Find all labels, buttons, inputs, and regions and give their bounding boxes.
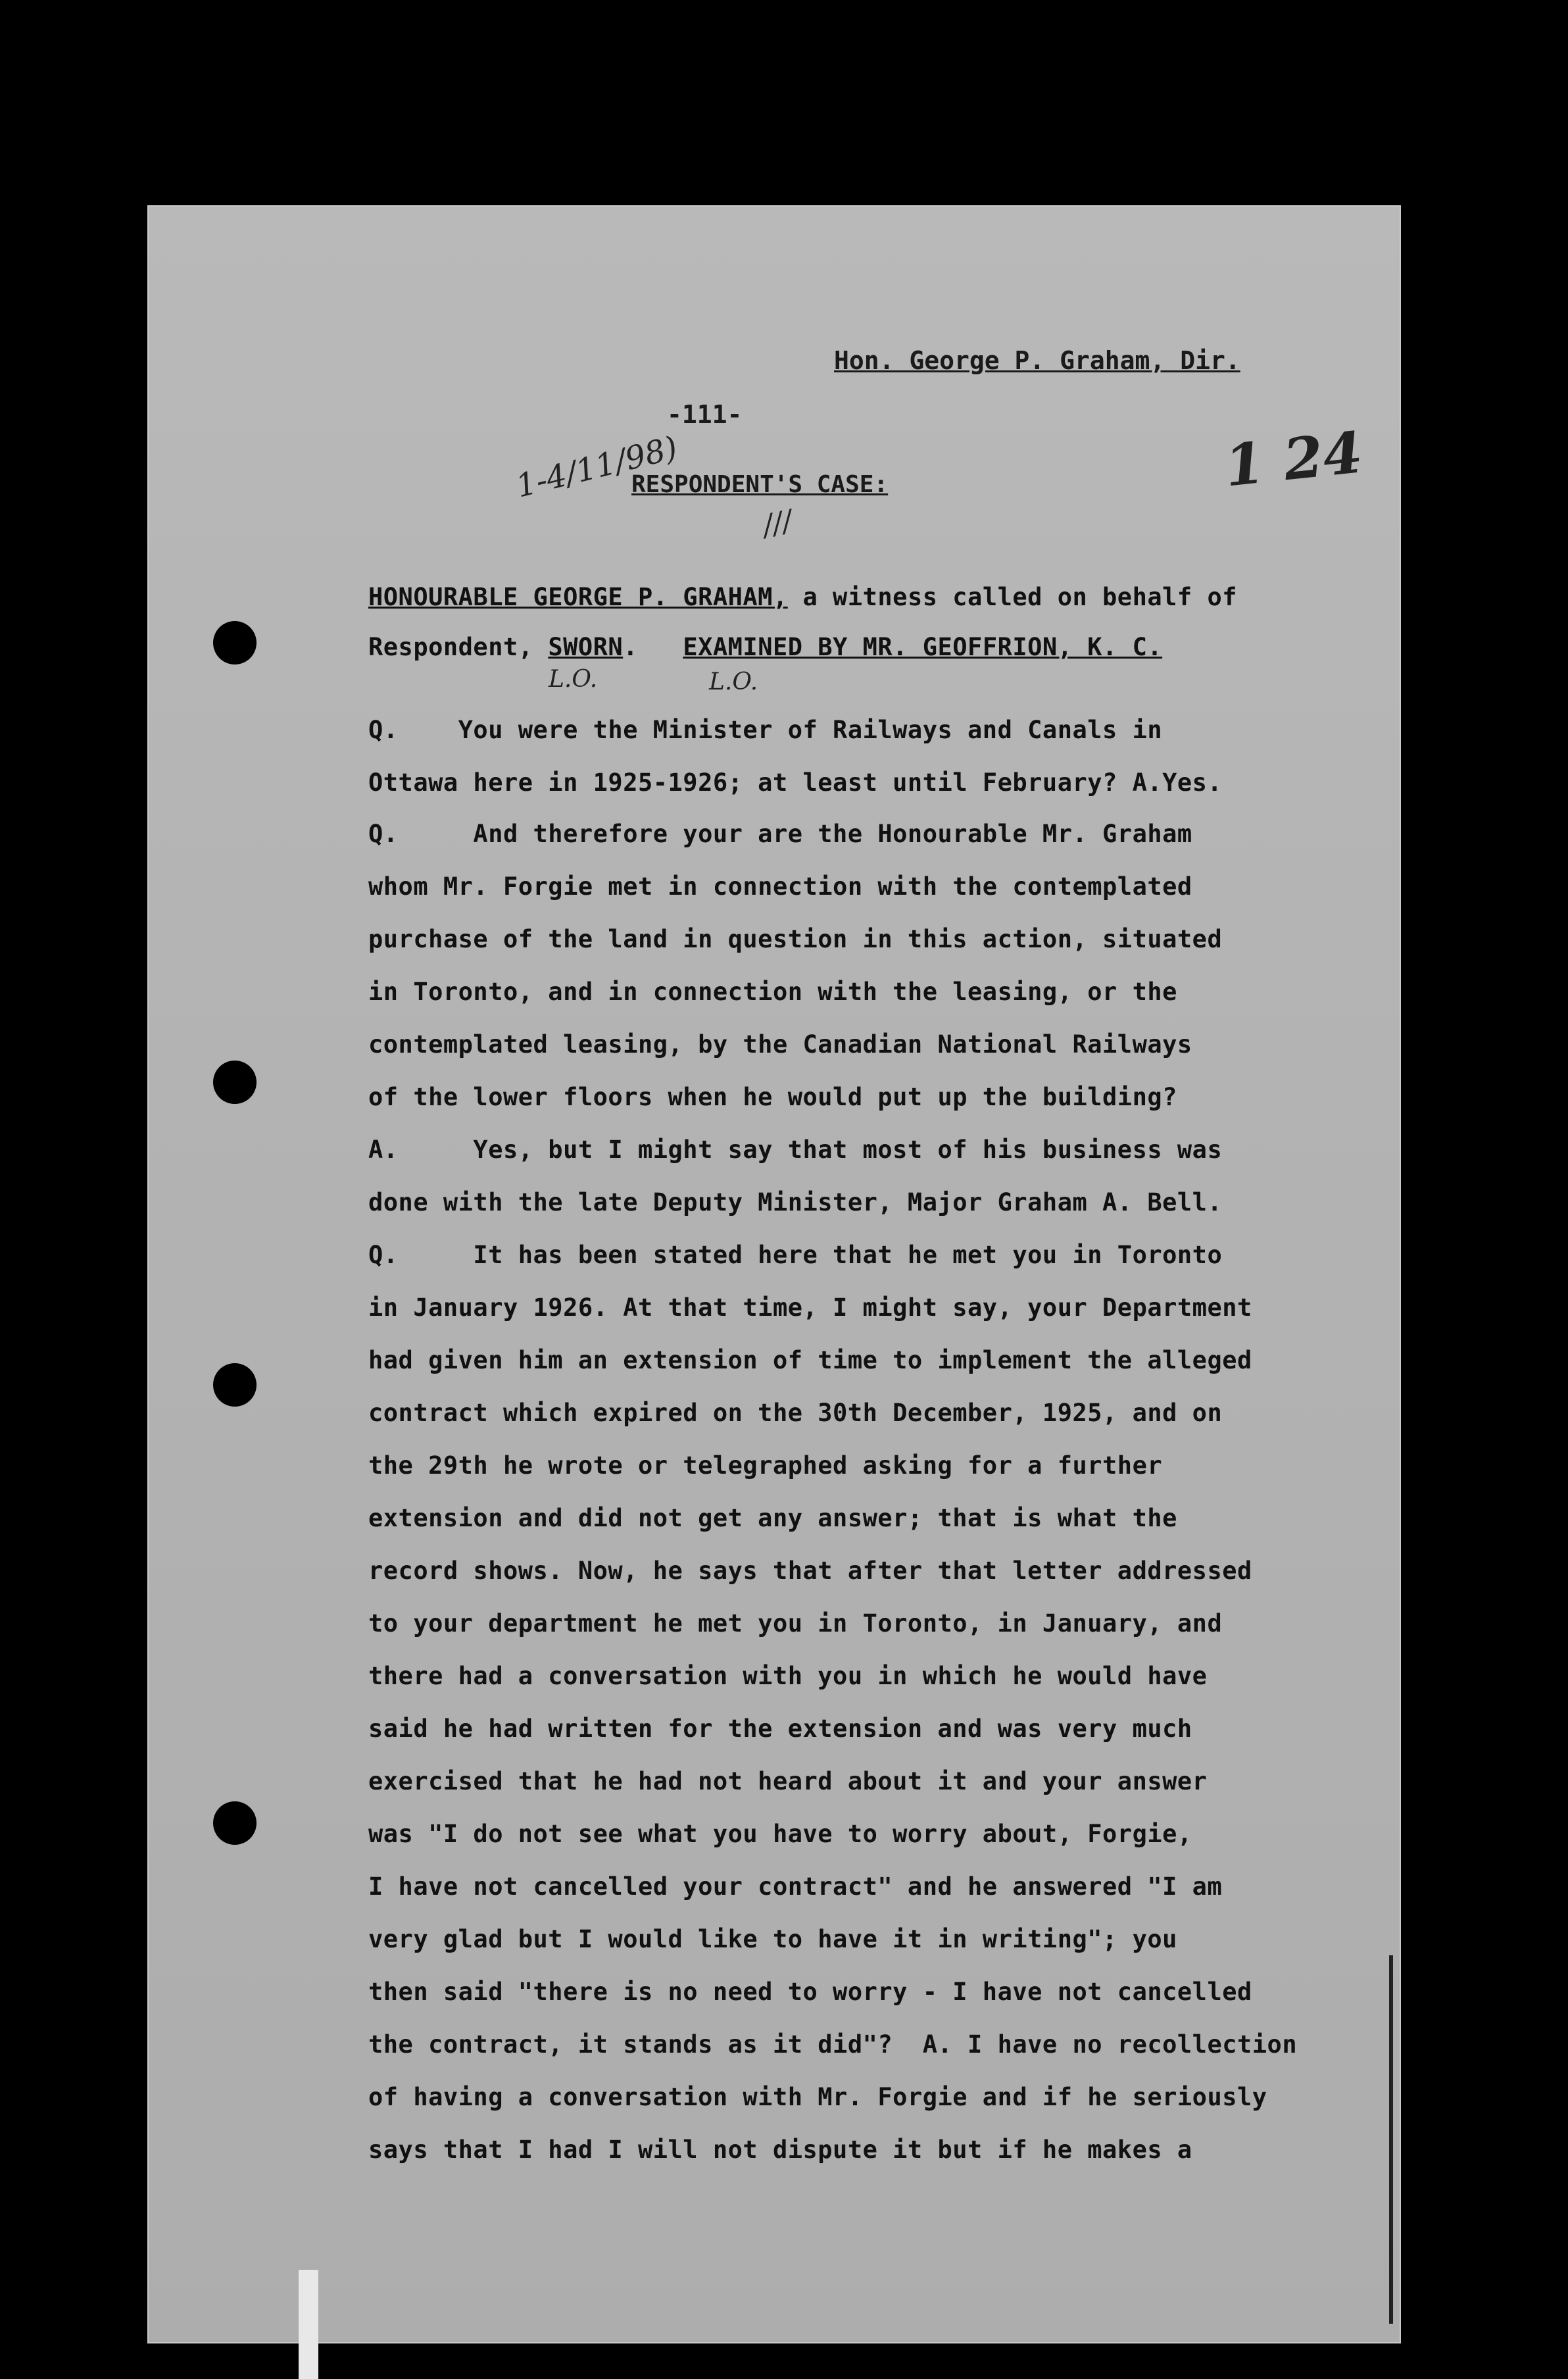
transcript-line: had given him an extension of time to implement the alleged — [368, 1346, 1252, 1374]
transcript-line: whom Mr. Forgie met in connection with the contemplated — [368, 872, 1192, 901]
transcript-line: done with the late Deputy Minister, Major Graham A. Bell. — [368, 1188, 1223, 1216]
examined-by-label: EXAMINED BY MR. GEOFFRION, K. C. — [683, 633, 1163, 661]
transcript-line: of having a conversation with Mr. Forgie and if he seriously — [368, 2083, 1267, 2111]
transcript-line: Q. And therefore your are the Honourable Mr. Graham — [368, 820, 1192, 848]
case-title: RESPONDENT'S CASE: — [631, 471, 889, 498]
punch-hole — [213, 621, 257, 664]
transcript-line: A. Yes, but I might say that most of his business was — [368, 1136, 1223, 1164]
punch-hole — [213, 1801, 257, 1845]
punch-hole — [213, 1363, 257, 1407]
witness-sworn-line — [368, 633, 1162, 661]
transcript-line: contract which expired on the 30th December, 1925, and on — [368, 1399, 1223, 1427]
transcript-line: the 29th he wrote or telegraphed asking for a further — [368, 1451, 1163, 1480]
transcript-line: says that I had I will not dispute it but if he makes a — [368, 2136, 1192, 2164]
document-page — [147, 205, 1401, 2343]
transcript-line: record shows. Now, he says that after that letter addressed — [368, 1557, 1252, 1585]
transcript-line: of the lower floors when he would put up the building? — [368, 1083, 1177, 1111]
transcript-line: Q. You were the Minister of Railways and Canals in — [368, 716, 1163, 744]
transcript-line: the contract, it stands as it did"? A. I have no recollection — [368, 2030, 1298, 2059]
witness-header: Hon. George P. Graham, Dir. — [834, 346, 1240, 375]
transcript-line: extension and did not get any answer; that is what the — [368, 1504, 1177, 1532]
handwritten-ticks: /// — [760, 503, 796, 543]
handwritten-reference: 1-4/11/98) — [512, 429, 681, 505]
witness-name: HONOURABLE GEORGE P. GRAHAM, — [368, 583, 788, 611]
transcript-line: contemplated leasing, by the Canadian National Railways — [368, 1030, 1192, 1059]
witness-intro-text: a witness called on behalf of — [787, 583, 1238, 611]
transcript-line: Q. It has been stated here that he met you in Toronto — [368, 1241, 1223, 1269]
punch-hole — [213, 1061, 257, 1104]
transcript-line: Ottawa here in 1925-1926; at least until February? A.Yes. — [368, 768, 1223, 797]
transcript-line: purchase of the land in question in this action, situated — [368, 925, 1223, 953]
transcript-line: in Toronto, and in connection with the leasing, or the — [368, 978, 1177, 1006]
transcript-line: said he had written for the extension and was very much — [368, 1715, 1192, 1743]
transcript-line: exercised that he had not heard about it and your answer — [368, 1767, 1208, 1795]
margin-rule — [1389, 1955, 1393, 2324]
separator-text: . — [623, 633, 683, 661]
transcript-line: I have not cancelled your contract" and he answered "I am — [368, 1872, 1223, 1901]
page-number: -111- — [667, 400, 743, 429]
transcript-line: there had a conversation with you in which he would have — [368, 1662, 1208, 1690]
transcript-line: was "I do not see what you have to worry about, Forgie, — [368, 1820, 1192, 1848]
handwritten-initials: L.O. — [709, 668, 758, 695]
scan-edge-strip — [299, 2270, 318, 2379]
transcript-line: to your department he met you in Toronto, in January, and — [368, 1609, 1223, 1638]
handwritten-folio: 1 24 — [1221, 419, 1366, 500]
transcript-line: in January 1926. At that time, I might say, your Department — [368, 1293, 1252, 1322]
handwritten-initials: L.O. — [549, 666, 598, 693]
transcript-line: then said "there is no need to worry - I have not cancelled — [368, 1978, 1252, 2006]
sworn-label: SWORN — [548, 633, 624, 661]
witness-intro-line — [368, 583, 1237, 611]
respondent-text: Respondent, — [368, 633, 549, 661]
transcript-line: very glad but I would like to have it in writing"; you — [368, 1925, 1177, 1953]
